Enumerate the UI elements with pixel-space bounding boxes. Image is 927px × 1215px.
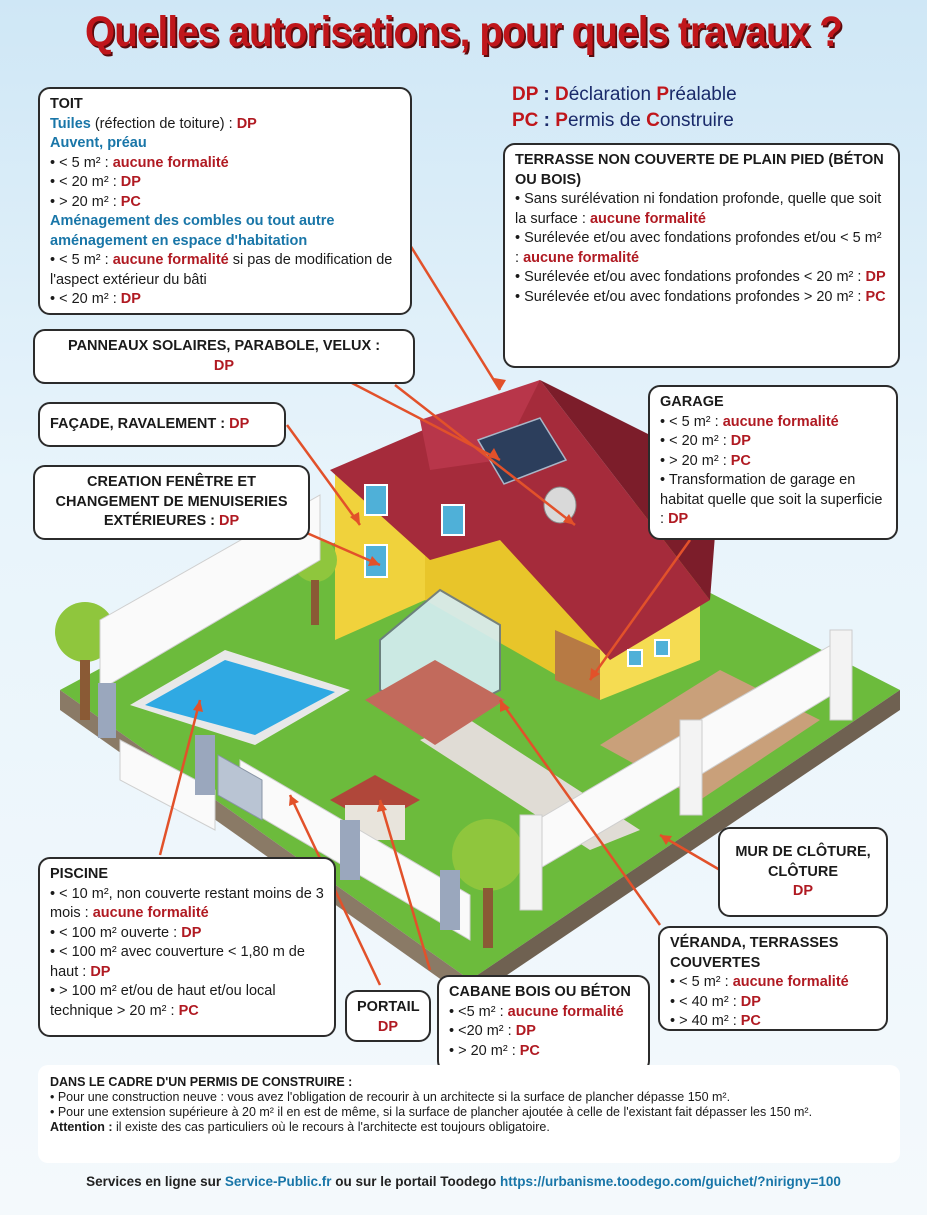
toit-auvent: Auvent, préau [50, 135, 147, 151]
facade-box: FAÇADE, RAVALEMENT : DP [38, 402, 286, 447]
toit-box: TOIT Tuiles (réfection de toiture) : DP Auvent, préau • < 5 m² : aucune formalité • < 20 m² : DP • > 20 m² : PC Aménagement des combles ou tout autre aménagement en espace d'habitation • < 5 m² : aucune formalité si pas de modification de l'aspect extérieur du bâti • < 20 m² : DP [38, 87, 412, 315]
toit-combles: Aménagement des combles ou tout autre aménagement en espace d'habitation [50, 213, 335, 249]
page-title: Quelles autorisations, pour quels travaux ? [84, 8, 842, 56]
panneaux-box: PANNEAUX SOLAIRES, PARABOLE, VELUX : DP [33, 329, 415, 384]
architect-notice: DANS LE CADRE D'UN PERMIS DE CONSTRUIRE : • Pour une construction neuve : vous avez l'obligation de recourir à un architecte si la surface de plancher dépasse 150 m². • Pour une extension supérieure à 20 m² il en est de même, si la surface de plancher ajoutée à celle de l'existant fait dépasser les 150 m². Attention : il existe des cas particuliers où le recours à l'architecte est toujours obligatoire. [38, 1065, 900, 1163]
service-public-link[interactable]: Service-Public.fr [224, 1174, 332, 1189]
mur-box: MUR DE CLÔTURE, CLÔTURE DP [718, 827, 888, 917]
legend-pc: PC : Permis de Construire [512, 110, 734, 131]
piscine-box: PISCINE • < 10 m², non couverte restant moins de 3 mois : aucune formalité • < 100 m² ouverte : DP • < 100 m² avec couverture < 1,80 m de haut : DP • > 100 m² et/ou de haut et/ou local technique > 20 m² : PC [38, 857, 336, 1037]
toit-title: TOIT [50, 96, 83, 112]
terrasse-title: TERRASSE NON COUVERTE DE PLAIN PIED (BÉTON OU BOIS) [515, 152, 884, 188]
toit-tuiles: Tuiles (réfection de toiture) : DP [50, 115, 257, 132]
cabane-title: CABANE BOIS OU BÉTON [449, 984, 631, 1000]
terrasse-box: TERRASSE NON COUVERTE DE PLAIN PIED (BÉTON OU BOIS) • Sans surélévation ni fondation profonde, quelle que soit la surface : aucune formalité • Surélevée et/ou avec fondations profondes et/ou < 5 m² : aucune formalité • Surélevée et/ou avec fondations profondes < 20 m² : DP • Surélevée et/ou avec fondations profondes > 20 m² : PC [503, 143, 900, 368]
portail-box: PORTAIL DP [345, 990, 431, 1042]
piscine-title: PISCINE [50, 866, 109, 882]
toodego-link[interactable]: https://urbanisme.toodego.com/guichet/?nirigny=100 [499, 1174, 841, 1189]
garage-box: GARAGE • < 5 m² : aucune formalité • < 20 m² : DP • > 20 m² : PC • Transformation de garage en habitat quelle que soit la superficie : DP [648, 385, 898, 540]
online-services: Services en ligne sur Service-Public.fr ou sur le portail Toodego https://urbanisme.toodego.com/guichet/?nirigny=100 [86, 1174, 841, 1189]
veranda-title: VÉRANDA, TERRASSES COUVERTES [670, 935, 839, 971]
fenetre-box: CREATION FENÊTRE ET CHANGEMENT DE MENUISERIES EXTÉRIEURES : DP [33, 465, 310, 540]
garage-title: GARAGE [660, 394, 724, 410]
tree [452, 819, 524, 891]
legend-dp: DP : Déclaration Préalable [512, 84, 737, 105]
legend [512, 82, 737, 134]
cabane-box: CABANE BOIS OU BÉTON • <5 m² : aucune formalité • <20 m² : DP • > 20 m² : PC [437, 975, 650, 1073]
veranda-box: VÉRANDA, TERRASSES COUVERTES • < 5 m² : aucune formalité • < 40 m² : DP • > 40 m² : PC [658, 926, 888, 1031]
